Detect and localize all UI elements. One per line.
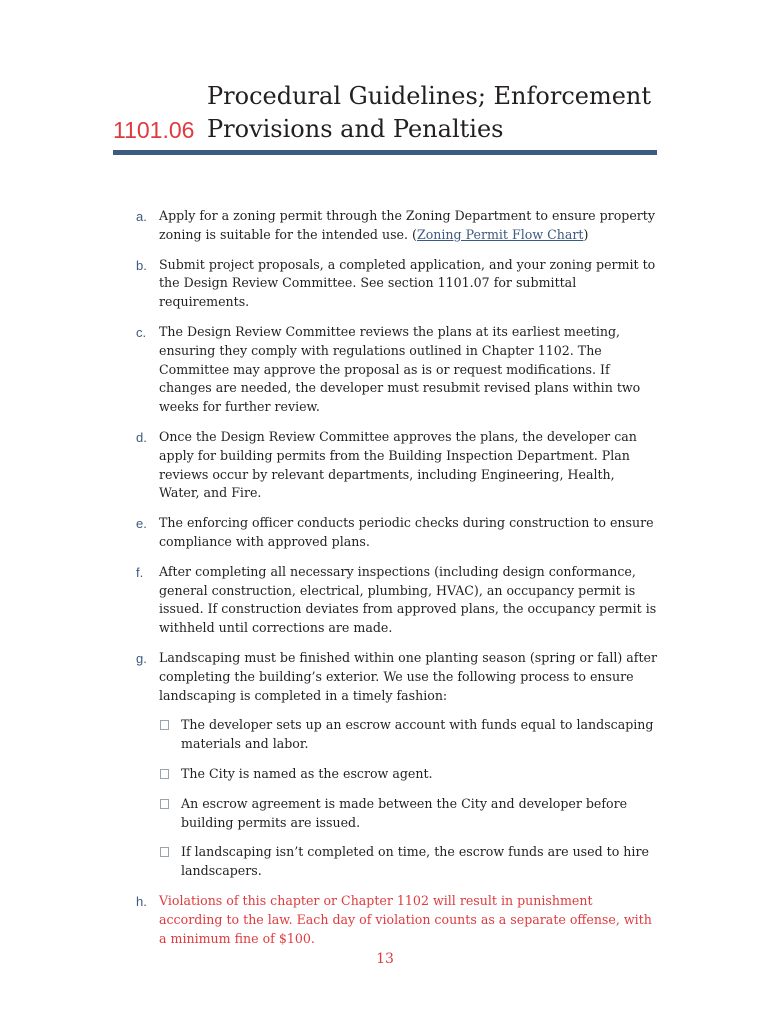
checkbox-bullet-icon (160, 799, 169, 809)
sub-list-item-text: The developer sets up an escrow account with funds equal to landscaping materials and labor. (181, 717, 654, 752)
list-marker: d. (136, 429, 147, 445)
list-item-e (0, 514, 659, 552)
list-item-text-start: Apply for a zoning permit through the Zoning Department to ensure property zoning is suitable for the intended use. ( (159, 208, 655, 242)
list-marker: f. (136, 564, 144, 580)
zoning-permit-flow-chart-link[interactable]: Zoning Permit Flow Chart (416, 226, 584, 242)
sub-list-item (0, 843, 661, 881)
list-item-text: After completing all necessary inspections (including design conformance, general construction, electrical, plumbing, HVAC), an occupancy permit is issued. If construction deviates from approved plans, the occupancy permit is withheld until corrections are made. (159, 563, 657, 636)
list-item-text-end: ) (583, 226, 589, 242)
list-item-text (159, 207, 659, 245)
checkbox-bullet-icon (160, 847, 169, 857)
list-item-text: Landscaping must be finished within one planting season (spring or fall) after completing the building’s exterior. We use the following process to ensure landscaping is completed in a timely fashion: (159, 649, 658, 703)
sub-list-item (0, 795, 661, 833)
sub-list-item-text: If landscaping isn’t completed on time, the escrow funds are used to hire landscapers. (181, 844, 649, 879)
list-item-text: The enforcing officer conducts periodic checks during construction to ensure compliance with approved plans. (159, 515, 654, 549)
list-item-text: The Design Review Committee reviews the plans at its earliest meeting, ensuring they comply with regulations outlined in Chapter 1102. The Committee may approve the proposal as is or request modifications. If changes are needed, the developer must resubmit revised plans within two weeks for further review. (159, 323, 641, 415)
sub-list-item-text: An escrow agreement is made between the City and developer before building permits are issued. (181, 795, 628, 830)
checkbox-bullet-icon (160, 720, 169, 730)
list-marker: c. (136, 324, 147, 340)
list-item-g (0, 649, 659, 881)
escrow-process-list (0, 716, 659, 881)
page-header (0, 78, 770, 158)
sub-list-item (0, 765, 661, 784)
checkbox-bullet-icon (160, 769, 169, 779)
list-marker: e. (136, 516, 147, 532)
list-item-d (0, 428, 659, 503)
header-divider (113, 150, 657, 155)
list-item-text: Submit project proposals, a completed application, and your zoning permit to the Design Review Committee. See section 1101.07 for submittal requirements. (159, 256, 656, 310)
list-marker: h. (136, 893, 147, 909)
list-item-b (0, 256, 659, 312)
list-item-a (0, 207, 659, 245)
list-marker: a. (136, 209, 147, 224)
page-number: 13 (376, 951, 394, 967)
sub-list-item-text: The City is named as the escrow agent. (181, 765, 433, 781)
sub-list-item (0, 716, 661, 754)
section-number: 1101.06 (113, 117, 195, 143)
list-marker: b. (136, 257, 147, 273)
list-item-text: Once the Design Review Committee approves the plans, the developer can apply for building permits from the Building Inspection Department. Plan reviews occur by relevant departments, including Engineering, Health, Water, and Fire. (159, 428, 637, 501)
procedure-list (0, 207, 770, 959)
list-item-h (0, 892, 659, 948)
list-item-f (0, 563, 659, 638)
page-title-line-1: Procedural Guidelines; Enforcement (207, 82, 652, 110)
list-item-text: Violations of this chapter or Chapter 1102 will result in punishment according to the law. Each day of violation counts as a separate offense, with a minimum fine of $100. (159, 892, 652, 946)
list-marker: g. (136, 650, 147, 666)
list-item-c (0, 323, 659, 417)
page-title-line-2: Provisions and Penalties (207, 115, 504, 143)
